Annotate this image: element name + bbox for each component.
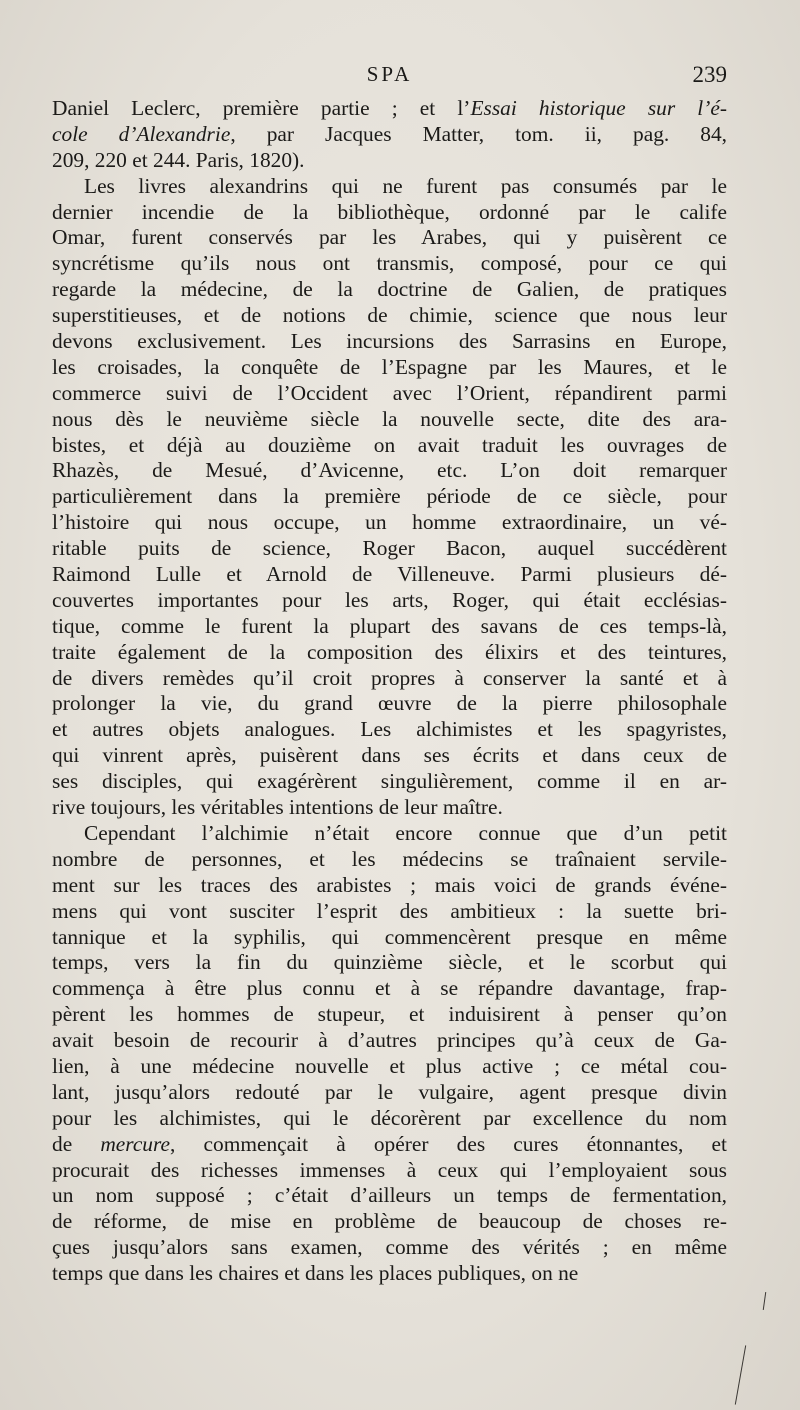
text-segment: qui vinrent après, puisèrent dans ses écrits et dans ceux de — [52, 743, 727, 768]
text-segment: , commençait à opérer des cures étonnantes, et — [170, 1131, 727, 1156]
text-segment: rive toujours, les véritables intentions de leur maître. — [52, 795, 503, 820]
text-line — [52, 640, 727, 666]
text-segment: prolonger la vie, du grand œuvre de la pierre philosophale — [52, 691, 727, 716]
text-segment: lant, jusqu’alors redouté par le vulgaire, agent presque divin — [52, 1079, 727, 1104]
text-segment: Omar, furent conservés par les Arabes, qui y puisèrent ce — [52, 225, 727, 250]
text-line — [52, 1054, 727, 1080]
text-segment: dernier incendie de la bibliothèque, ordonné par le calife — [52, 199, 727, 224]
text-line — [52, 950, 727, 976]
text-segment: tique, comme le furent la plupart des savans de ces temps-là, — [52, 613, 727, 638]
text-segment: ritable puits de science, Roger Bacon, auquel succédèrent — [52, 536, 727, 561]
text-line — [52, 691, 727, 717]
text-line — [52, 122, 727, 148]
text-line — [52, 847, 727, 873]
text-segment: Essai historique sur l’é- — [470, 96, 727, 120]
text-line — [52, 1261, 727, 1287]
body-text — [52, 96, 727, 1287]
text-line — [52, 666, 727, 692]
text-segment: superstitieuses, et de notions de chimie, science que nous leur — [52, 303, 727, 328]
text-segment: tannique et la syphilis, qui commencèrent presque en même — [52, 924, 727, 949]
text-line — [52, 200, 727, 226]
text-segment: temps que dans les chaires et dans les places publiques, on ne — [52, 1261, 579, 1286]
text-segment: de — [52, 1131, 101, 1156]
text-line — [52, 251, 727, 277]
text-line — [52, 1028, 727, 1054]
text-segment: pèrent les hommes de stupeur, et induisirent à penser qu’on — [52, 1002, 727, 1027]
text-line — [52, 329, 727, 355]
text-line — [52, 277, 727, 303]
text-segment: particulièrement dans la première période de ce siècle, pour — [52, 484, 727, 509]
text-segment: avait besoin de recourir à d’autres principes qu’à ceux de Ga- — [52, 1028, 727, 1053]
text-line — [52, 1132, 727, 1158]
text-line — [52, 1235, 727, 1261]
text-segment: temps, vers la fin du quinzième siècle, et le scorbut qui — [52, 950, 727, 975]
text-segment: nous dès le neuvième siècle la nouvelle secte, dite des ara- — [52, 406, 727, 431]
text-line — [52, 873, 727, 899]
text-segment: nombre de personnes, et les médecins se traînaient servile- — [52, 846, 727, 871]
text-segment: mercure — [100, 1131, 171, 1156]
text-line — [52, 1183, 727, 1209]
text-segment: de réforme, de mise en problème de beaucoup de choses re- — [52, 1209, 727, 1234]
text-line — [52, 536, 727, 562]
text-segment: mens qui vont susciter l’esprit des ambitieux : la suette bri- — [52, 898, 727, 923]
paragraph — [52, 821, 727, 1287]
text-segment: Les livres alexandrins qui ne furent pas consumés par le — [84, 173, 727, 198]
running-head: SPA — [366, 62, 413, 86]
text-line — [52, 355, 727, 381]
text-line — [52, 433, 727, 459]
text-segment: ses disciples, qui exagérèrent singulièrement, comme il en ar- — [52, 769, 727, 794]
text-segment: , par Jacques Matter, tom. ii, pag. 84, — [230, 121, 727, 146]
text-line — [52, 174, 727, 200]
text-segment: traite également de la composition des élixirs et des teintures, — [52, 639, 727, 664]
text-line — [52, 458, 727, 484]
text-line — [52, 769, 727, 795]
text-segment: cole d’Alexandrie — [52, 121, 231, 146]
text-segment: Daniel Leclerc, première partie ; et l’ — [52, 96, 471, 120]
text-line — [52, 1080, 727, 1106]
text-line — [52, 484, 727, 510]
text-line — [52, 717, 727, 743]
text-line — [52, 1158, 727, 1184]
text-segment: l’histoire qui nous occupe, un homme extraordinaire, un vé- — [52, 510, 727, 535]
margin-mark — [735, 1345, 746, 1404]
text-line — [52, 1106, 727, 1132]
text-line — [52, 1209, 727, 1235]
text-segment: Rhazès, de Mesué, d’Avicenne, etc. L’on doit remarquer — [52, 458, 727, 483]
text-line — [52, 925, 727, 951]
text-line — [52, 795, 727, 821]
text-segment: procurait des richesses immenses à ceux qui l’employaient sous — [52, 1157, 727, 1182]
text-segment: Cependant l’alchimie n’était encore connue que d’un petit — [84, 820, 727, 845]
page-header — [52, 62, 727, 96]
text-segment: syncrétisme qu’ils nous ont transmis, composé, pour ce qui — [52, 251, 727, 276]
text-segment: pour les alchimistes, qui le décorèrent par excellence du nom — [52, 1105, 727, 1130]
text-segment: commença à être plus connu et à se répandre davantage, frap- — [52, 976, 727, 1001]
text-line — [52, 96, 727, 122]
page-number: 239 — [692, 62, 727, 87]
text-segment: les croisades, la conquête de l’Espagne par les Maures, et le — [52, 354, 727, 379]
text-line — [52, 1002, 727, 1028]
text-segment: de divers remèdes qu’il croit propres à conserver la santé et à — [52, 665, 727, 690]
text-segment: et autres objets analogues. Les alchimistes et les spagyristes, — [52, 717, 727, 742]
text-line — [52, 510, 727, 536]
text-line — [52, 614, 727, 640]
text-line — [52, 821, 727, 847]
text-line — [52, 148, 727, 174]
text-segment: bistes, et déjà au douzième on avait traduit les ouvrages de — [52, 432, 727, 457]
text-segment: 209, 220 et 244. Paris, 1820). — [52, 147, 305, 172]
text-segment: çues jusqu’alors sans examen, comme des vérités ; en même — [52, 1235, 727, 1260]
text-line — [52, 562, 727, 588]
text-line — [52, 976, 727, 1002]
text-line — [52, 588, 727, 614]
text-line — [52, 303, 727, 329]
text-line — [52, 381, 727, 407]
text-segment: couvertes importantes pour les arts, Roger, qui était ecclésias- — [52, 587, 727, 612]
text-line — [52, 407, 727, 433]
text-segment: un nom supposé ; c’était d’ailleurs un temps de fermentation, — [52, 1183, 727, 1208]
text-line — [52, 899, 727, 925]
text-line — [52, 743, 727, 769]
text-segment: lien, à une médecine nouvelle et plus active ; ce métal cou- — [52, 1053, 727, 1078]
text-segment: devons exclusivement. Les incursions des Sarrasins en Europe, — [52, 329, 727, 354]
text-segment: commerce suivi de l’Occident avec l’Orient, répandirent parmi — [52, 380, 727, 405]
paragraph — [52, 96, 727, 174]
paragraph — [52, 174, 727, 821]
text-segment: ment sur les traces des arabistes ; mais voici de grands événe- — [52, 872, 727, 897]
text-line — [52, 225, 727, 251]
text-segment: Raimond Lulle et Arnold de Villeneuve. Parmi plusieurs dé- — [52, 562, 727, 587]
text-segment: regarde la médecine, de la doctrine de Galien, de pratiques — [52, 277, 727, 302]
margin-mark — [763, 1292, 766, 1310]
